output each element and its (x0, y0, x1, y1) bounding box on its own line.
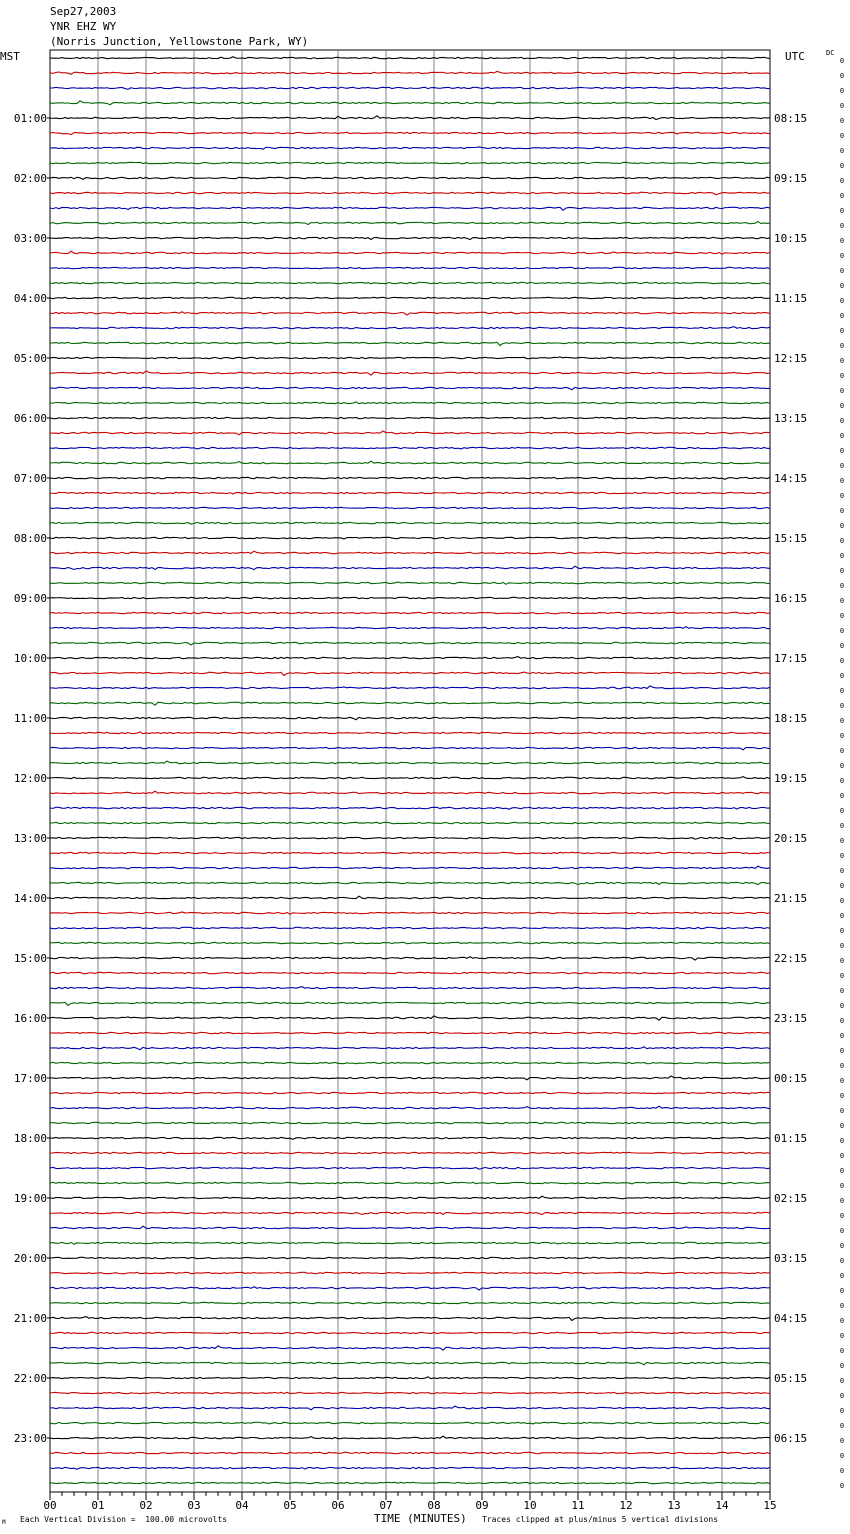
right-hour-label: 03:15 (774, 1252, 808, 1265)
chart-subtitle: (Norris Junction, Yellowstone Park, WY) (50, 35, 309, 48)
seismic-trace (50, 566, 770, 569)
left-hour-label: 18:00 (13, 1132, 47, 1145)
left-hour-label: 14:00 (13, 892, 47, 905)
trace-dc-marker: 0 (839, 597, 845, 605)
seismic-trace (50, 1467, 770, 1469)
trace-dc-marker: 0 (839, 942, 845, 950)
left-hour-label: 01:00 (13, 112, 47, 125)
seismic-trace (50, 267, 770, 268)
seismic-trace (50, 672, 770, 675)
seismic-trace (50, 927, 770, 928)
trace-dc-marker: 0 (839, 702, 845, 710)
trace-dc-marker: 0 (839, 507, 845, 515)
trace-dc-marker: 0 (839, 972, 845, 980)
right-hour-label: 13:15 (774, 412, 808, 425)
right-hour-label: 14:15 (774, 472, 808, 485)
x-tick-label: 12 (619, 1499, 633, 1512)
seismic-trace (50, 747, 770, 750)
seismic-trace (50, 1422, 770, 1424)
x-tick-label: 06 (331, 1499, 345, 1512)
left-hour-label: 09:00 (13, 592, 47, 605)
trace-dc-marker: 0 (839, 1107, 845, 1115)
seismic-trace (50, 132, 770, 134)
right-hour-label: 09:15 (774, 172, 808, 185)
trace-dc-marker: 0 (839, 1212, 845, 1220)
trace-dc-marker: 0 (839, 1407, 845, 1415)
trace-dc-marker: 0 (839, 882, 845, 890)
trace-dc-marker: 0 (839, 72, 845, 80)
trace-dc-marker: 0 (839, 1017, 845, 1025)
seismic-trace (50, 297, 770, 298)
trace-dc-marker: 0 (839, 687, 845, 695)
corner-mark: M (2, 1519, 6, 1526)
seismic-trace (50, 342, 770, 345)
seismic-trace (50, 57, 770, 59)
seismic-trace (50, 1226, 770, 1229)
trace-dc-marker: 0 (839, 402, 845, 410)
trace-dc-marker: 0 (839, 1152, 845, 1160)
seismic-trace (50, 417, 770, 418)
trace-dc-marker: 0 (839, 642, 845, 650)
trace-dc-marker: 0 (839, 552, 845, 560)
trace-dc-marker: 0 (839, 762, 845, 770)
trace-dc-marker: 0 (839, 567, 845, 575)
left-hour-label: 05:00 (13, 352, 47, 365)
seismic-trace (50, 657, 770, 659)
right-hour-label: 02:15 (774, 1192, 808, 1205)
seismic-trace (50, 1346, 770, 1350)
trace-dc-marker: 0 (839, 147, 845, 155)
seismic-trace (50, 882, 770, 884)
left-timezone-label: MST (0, 50, 20, 63)
seismic-trace (50, 1302, 770, 1303)
trace-dc-marker: 0 (839, 1122, 845, 1130)
trace-dc-marker: 0 (839, 1137, 845, 1145)
seismic-trace (50, 1257, 770, 1258)
left-hour-label: 04:00 (13, 292, 47, 305)
left-hour-label: 23:00 (13, 1432, 47, 1445)
seismic-trace (50, 896, 770, 899)
seismic-trace (50, 852, 770, 853)
seismic-trace (50, 1377, 770, 1379)
x-tick-label: 11 (571, 1499, 585, 1512)
trace-dc-marker: 0 (839, 1272, 845, 1280)
seismic-trace (50, 371, 770, 375)
x-tick-label: 08 (427, 1499, 441, 1512)
seismic-trace (50, 1122, 770, 1123)
trace-dc-marker: 0 (839, 822, 845, 830)
left-hour-label: 22:00 (13, 1372, 47, 1385)
right-hour-label: 10:15 (774, 232, 808, 245)
right-hour-label: 11:15 (774, 292, 808, 305)
seismic-trace (50, 717, 770, 719)
x-tick-label: 13 (667, 1499, 681, 1512)
seismic-trace (50, 1406, 770, 1410)
chart-title: YNR EHZ WY (50, 20, 117, 33)
seismic-trace (50, 942, 770, 943)
left-hour-label: 03:00 (13, 232, 47, 245)
seismic-trace (50, 1152, 770, 1153)
trace-dc-marker: 0 (839, 447, 845, 455)
right-hour-label: 04:15 (774, 1312, 808, 1325)
seismic-trace (50, 761, 770, 764)
seismic-trace (50, 537, 770, 539)
seismic-trace (50, 957, 770, 960)
trace-dc-marker: 0 (839, 1167, 845, 1175)
left-hour-label: 08:00 (13, 532, 47, 545)
trace-dc-marker: 0 (839, 1452, 845, 1460)
seismic-trace (50, 387, 770, 389)
seismic-trace (50, 327, 770, 329)
trace-dc-marker: 0 (839, 582, 845, 590)
seismic-trace (50, 507, 770, 508)
seismic-trace (50, 147, 770, 149)
trace-dc-marker: 0 (839, 1077, 845, 1085)
seismic-trace (50, 1047, 770, 1050)
seismic-trace (50, 1076, 770, 1080)
trace-dc-marker: 0 (839, 897, 845, 905)
seismic-trace (50, 1002, 770, 1005)
trace-dc-marker: 0 (839, 657, 845, 665)
right-hour-label: 01:15 (774, 1132, 808, 1145)
seismic-trace (50, 1016, 770, 1020)
trace-dc-marker: 0 (839, 747, 845, 755)
seismic-trace (50, 702, 770, 705)
seismic-trace (50, 987, 770, 989)
trace-dc-marker: 0 (839, 297, 845, 305)
trace-dc-marker: 0 (839, 1392, 845, 1400)
trace-dc-marker: 0 (839, 372, 845, 380)
seismic-trace (50, 732, 770, 734)
left-hour-label: 11:00 (13, 712, 47, 725)
left-hour-label: 10:00 (13, 652, 47, 665)
right-hour-label: 19:15 (774, 772, 808, 785)
seismic-trace (50, 1196, 770, 1199)
trace-dc-marker: 0 (839, 222, 845, 230)
seismic-trace (50, 822, 770, 823)
seismic-trace (50, 237, 770, 239)
trace-dc-marker: 0 (839, 1032, 845, 1040)
seismic-trace (50, 492, 770, 494)
seismic-trace (50, 627, 770, 629)
seismic-trace (50, 221, 770, 224)
seismic-trace (50, 1242, 770, 1244)
trace-dc-marker: 0 (839, 57, 845, 65)
x-tick-label: 01 (91, 1499, 105, 1512)
seismic-trace (50, 1137, 770, 1139)
trace-dc-marker: 0 (839, 612, 845, 620)
trace-dc-marker: 0 (839, 987, 845, 995)
seismic-trace (50, 162, 770, 163)
trace-dc-marker: 0 (839, 1377, 845, 1385)
seismic-trace (50, 1332, 770, 1334)
trace-dc-marker: 0 (839, 87, 845, 95)
seismic-trace (50, 582, 770, 584)
seismic-trace (50, 1032, 770, 1033)
right-hour-label: 23:15 (774, 1012, 808, 1025)
trace-dc-marker: 0 (839, 867, 845, 875)
trace-dc-marker: 0 (839, 177, 845, 185)
trace-dc-marker: 0 (839, 462, 845, 470)
seismic-trace (50, 1212, 770, 1214)
trace-dc-marker: 0 (839, 1002, 845, 1010)
trace-dc-marker: 0 (839, 1092, 845, 1100)
plot-frame (50, 50, 770, 1492)
trace-dc-marker: 0 (839, 1302, 845, 1310)
right-timezone-label: UTC (785, 50, 805, 63)
trace-dc-marker: 0 (839, 417, 845, 425)
trace-dc-marker: 0 (839, 792, 845, 800)
trace-dc-marker: 0 (839, 717, 845, 725)
seismic-trace (50, 1272, 770, 1273)
left-hour-label: 17:00 (13, 1072, 47, 1085)
seismic-trace (50, 642, 770, 645)
trace-dc-marker: 0 (839, 627, 845, 635)
trace-dc-marker: 0 (839, 1467, 845, 1475)
trace-dc-marker: 0 (839, 162, 845, 170)
x-tick-label: 03 (187, 1499, 201, 1512)
trace-dc-marker: 0 (839, 1182, 845, 1190)
right-hour-label: 18:15 (774, 712, 808, 725)
right-hour-label: 15:15 (774, 532, 808, 545)
seismic-trace (50, 1392, 770, 1393)
seismic-trace (50, 1062, 770, 1063)
trace-dc-marker: 0 (839, 1362, 845, 1370)
trace-dc-marker: 0 (839, 432, 845, 440)
seismic-trace (50, 447, 770, 449)
trace-dc-marker: 0 (839, 537, 845, 545)
x-tick-label: 04 (235, 1499, 249, 1512)
seismic-trace (50, 1106, 770, 1109)
trace-dc-marker: 0 (839, 1047, 845, 1055)
seismic-trace (50, 807, 770, 809)
seismic-trace (50, 1452, 770, 1453)
right-hour-label: 17:15 (774, 652, 808, 665)
trace-dc-marker: 0 (839, 117, 845, 125)
x-tick-label: 00 (43, 1499, 57, 1512)
trace-dc-marker: 0 (839, 1332, 845, 1340)
seismic-trace (50, 101, 770, 105)
left-hour-label: 15:00 (13, 952, 47, 965)
right-hour-label: 16:15 (774, 592, 808, 605)
chart-date: Sep27,2003 (50, 5, 117, 18)
left-hour-label: 16:00 (13, 1012, 47, 1025)
seismic-trace (50, 192, 770, 195)
trace-dc-marker: 0 (839, 387, 845, 395)
left-hour-label: 06:00 (13, 412, 47, 425)
x-tick-label: 15 (763, 1499, 777, 1512)
seismic-trace (50, 251, 770, 254)
x-tick-label: 02 (139, 1499, 153, 1512)
seismic-trace (50, 477, 770, 479)
right-hour-label: 12:15 (774, 352, 808, 365)
seismic-trace (50, 177, 770, 179)
seismic-trace (50, 1436, 770, 1439)
trace-dc-marker: 0 (839, 492, 845, 500)
trace-dc-marker: 0 (839, 1347, 845, 1355)
seismic-trace (50, 282, 770, 283)
x-tick-label: 10 (523, 1499, 537, 1512)
seismic-trace (50, 1287, 770, 1290)
trace-dc-marker: 0 (839, 1197, 845, 1205)
right-hour-label: 06:15 (774, 1432, 808, 1445)
clip-note: Traces clipped at plus/minus 5 vertical divisions (482, 1515, 719, 1524)
trace-dc-marker: 0 (839, 1062, 845, 1070)
seismic-trace (50, 461, 770, 464)
trace-dc-marker: 0 (839, 1242, 845, 1250)
seismic-trace (50, 357, 770, 359)
seismic-trace (50, 686, 770, 689)
trace-dc-marker: 0 (839, 522, 845, 530)
trace-dc-marker: 0 (839, 207, 845, 215)
dc-label: DC (826, 49, 835, 57)
trace-dc-marker: 0 (839, 1227, 845, 1235)
seismic-trace (50, 597, 770, 598)
trace-dc-marker: 0 (839, 342, 845, 350)
trace-dc-marker: 0 (839, 807, 845, 815)
seismic-trace (50, 1182, 770, 1184)
left-hour-label: 12:00 (13, 772, 47, 785)
seismic-trace (50, 837, 770, 839)
trace-dc-marker: 0 (839, 192, 845, 200)
x-tick-label: 05 (283, 1499, 297, 1512)
x-tick-label: 14 (715, 1499, 729, 1512)
trace-dc-marker: 0 (839, 732, 845, 740)
right-hour-label: 21:15 (774, 892, 808, 905)
trace-dc-marker: 0 (839, 777, 845, 785)
trace-dc-marker: 0 (839, 1437, 845, 1445)
trace-dc-marker: 0 (839, 237, 845, 245)
seismic-trace (50, 972, 770, 973)
trace-dc-marker: 0 (839, 282, 845, 290)
left-hour-label: 13:00 (13, 832, 47, 845)
seismic-trace (50, 71, 770, 74)
trace-dc-marker: 0 (839, 252, 845, 260)
seismic-trace (50, 612, 770, 613)
seismic-trace (50, 87, 770, 89)
right-hour-label: 00:15 (774, 1072, 808, 1085)
seismic-trace (50, 431, 770, 435)
trace-dc-marker: 0 (839, 1422, 845, 1430)
left-hour-label: 21:00 (13, 1312, 47, 1325)
trace-dc-marker: 0 (839, 672, 845, 680)
seismic-trace (50, 402, 770, 404)
left-hour-label: 19:00 (13, 1192, 47, 1205)
seismic-trace (50, 1482, 770, 1483)
trace-dc-marker: 0 (839, 312, 845, 320)
seismic-trace (50, 522, 770, 524)
seismic-trace (50, 207, 770, 210)
trace-dc-marker: 0 (839, 837, 845, 845)
trace-dc-marker: 0 (839, 102, 845, 110)
trace-dc-marker: 0 (839, 477, 845, 485)
seismic-trace (50, 551, 770, 554)
seismic-trace (50, 116, 770, 120)
trace-dc-marker: 0 (839, 852, 845, 860)
seismic-trace (50, 1317, 770, 1321)
seismic-trace (50, 312, 770, 315)
trace-dc-marker: 0 (839, 927, 845, 935)
seismic-trace (50, 866, 770, 869)
trace-dc-marker: 0 (839, 267, 845, 275)
left-hour-label: 07:00 (13, 472, 47, 485)
seismic-trace (50, 1167, 770, 1169)
seismic-trace (50, 791, 770, 794)
seismic-trace (50, 777, 770, 779)
seismic-trace (50, 912, 770, 914)
seismic-trace (50, 1362, 770, 1364)
right-hour-label: 08:15 (774, 112, 808, 125)
trace-dc-marker: 0 (839, 357, 845, 365)
right-hour-label: 20:15 (774, 832, 808, 845)
trace-dc-marker: 0 (839, 1317, 845, 1325)
x-axis-label: TIME (MINUTES) (374, 1512, 467, 1525)
scale-note: Each Vertical Division = 100.00 microvolts (20, 1515, 228, 1524)
seismic-trace (50, 1092, 770, 1094)
left-hour-label: 02:00 (13, 172, 47, 185)
x-tick-label: 07 (379, 1499, 393, 1512)
x-tick-label: 09 (475, 1499, 489, 1512)
right-hour-label: 22:15 (774, 952, 808, 965)
trace-dc-marker: 0 (839, 132, 845, 140)
trace-dc-marker: 0 (839, 1257, 845, 1265)
trace-dc-marker: 0 (839, 1287, 845, 1295)
trace-dc-marker: 0 (839, 327, 845, 335)
trace-dc-marker: 0 (839, 957, 845, 965)
trace-dc-marker: 0 (839, 1482, 845, 1490)
trace-dc-marker: 0 (839, 912, 845, 920)
right-hour-label: 05:15 (774, 1372, 808, 1385)
left-hour-label: 20:00 (13, 1252, 47, 1265)
